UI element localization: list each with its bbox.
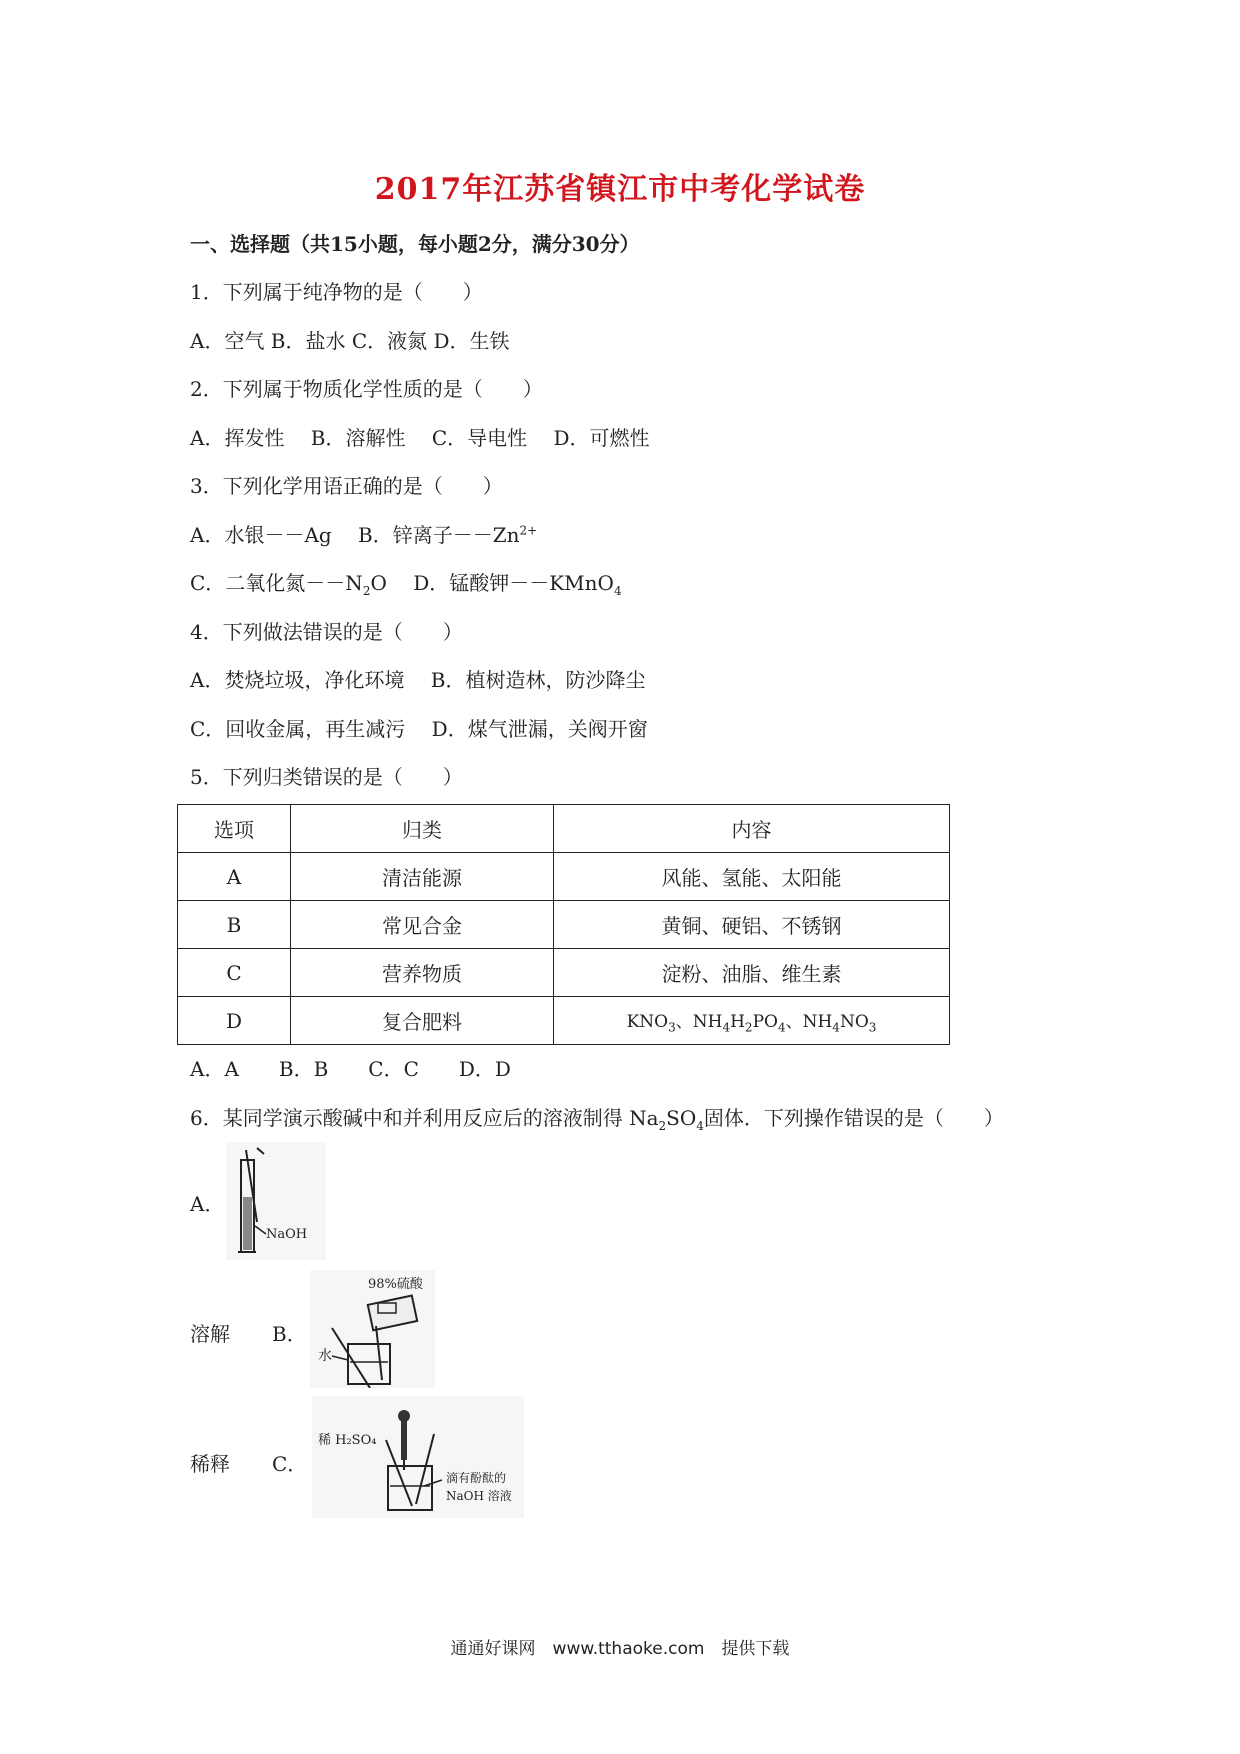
formula-sub: 3 bbox=[868, 1020, 877, 1035]
table-header-cell: 归类 bbox=[291, 805, 554, 853]
question-6-stem bbox=[190, 1102, 1004, 1133]
fig-b-acid-label: 98%硫酸 bbox=[368, 1277, 423, 1292]
table-row bbox=[178, 901, 950, 949]
fig-c-acid-label: 稀 H₂SO₄ bbox=[318, 1433, 377, 1448]
table-row bbox=[178, 949, 950, 997]
question-3-options-ab bbox=[190, 519, 537, 548]
formula-part: NO bbox=[839, 1011, 869, 1032]
table-cell: 风能、氢能、太阳能 bbox=[554, 853, 950, 901]
question-4-options-cd: C．回收金属，再生减污 D．煤气泄漏，关阀开窗 bbox=[190, 717, 648, 741]
formula-part: PO bbox=[752, 1011, 778, 1032]
formula-part: 、NH bbox=[785, 1011, 833, 1032]
q3-option-ab-text: A．水银－－Ag B．锌离子－－Zn bbox=[190, 523, 520, 547]
table-row bbox=[178, 853, 950, 901]
formula-sub: 4 bbox=[777, 1020, 786, 1035]
label-dilute: 稀释 bbox=[190, 1452, 230, 1476]
q6-option-c-label: C． bbox=[272, 1452, 308, 1476]
page-footer: 通通好课网 www.tthaoke.com 提供下载 bbox=[450, 1639, 790, 1659]
table-cell: 黄铜、硬铝、不锈钢 bbox=[554, 901, 950, 949]
table-cell: B bbox=[178, 901, 291, 949]
formula-part: KNO bbox=[626, 1011, 669, 1032]
q3-n2-sub: 2 bbox=[362, 584, 371, 598]
table-cell-formula bbox=[554, 997, 950, 1045]
figure-dilute-acid bbox=[310, 1270, 435, 1388]
table-cell: 淀粉、油脂、维生素 bbox=[554, 949, 950, 997]
q6-option-b-label: B． bbox=[272, 1322, 307, 1346]
table-cell: C bbox=[178, 949, 291, 997]
fig-c-note-line2: NaOH 溶液 bbox=[446, 1489, 512, 1503]
question-2-options: A．挥发性 B．溶解性 C．导电性 D．可燃性 bbox=[190, 426, 650, 450]
table-cell: A bbox=[178, 853, 291, 901]
table-header-row bbox=[178, 805, 950, 853]
question-3-options-cd bbox=[190, 567, 622, 598]
question-4-stem: 4．下列做法错误的是（ ） bbox=[190, 620, 463, 644]
label-dissolve: 溶解 bbox=[190, 1322, 230, 1346]
q6-sub: 4 bbox=[696, 1119, 704, 1133]
q6-sub: 2 bbox=[658, 1119, 667, 1133]
q6-stem-part: SO bbox=[666, 1106, 697, 1130]
question-3-stem: 3．下列化学用语正确的是（ ） bbox=[190, 474, 503, 498]
question-4-options-ab: A．焚烧垃圾，净化环境 B．植树造林，防沙降尘 bbox=[190, 668, 646, 692]
table-cell: 营养物质 bbox=[291, 949, 554, 997]
fig-c-note-line1: 滴有酚酞的 bbox=[446, 1471, 507, 1485]
table-cell: 清洁能源 bbox=[291, 853, 554, 901]
q3-option-d-text: O D．锰酸钾－－KMnO bbox=[370, 571, 614, 595]
q3-zn-charge: 2+ bbox=[519, 523, 538, 538]
q6-option-a-label: A． bbox=[190, 1192, 225, 1216]
formula-part: H bbox=[730, 1011, 745, 1032]
formula-sub: 4 bbox=[832, 1020, 840, 1035]
formula-sub: 2 bbox=[744, 1020, 753, 1035]
fig-a-naoh-label: NaOH bbox=[266, 1227, 308, 1242]
table-cell: D bbox=[178, 997, 291, 1045]
table-header-cell: 选项 bbox=[178, 805, 291, 853]
q3-option-c-text: C．二氧化氮－－N bbox=[190, 571, 363, 595]
q3-kmno4-sub: 4 bbox=[613, 584, 622, 598]
question-5-options: A．A B．B C．C D．D bbox=[190, 1057, 511, 1081]
q6-stem-part: 固体．下列操作错误的是（ ） bbox=[703, 1106, 1004, 1130]
table-row bbox=[178, 997, 950, 1045]
fig-b-water-label: 水 bbox=[318, 1348, 332, 1364]
figure-neutralization bbox=[312, 1396, 524, 1518]
table-header-cell: 内容 bbox=[554, 805, 950, 853]
formula-part: 、NH bbox=[675, 1011, 723, 1032]
question-1-options: A．空气 B．盐水 C．液氮 D．生铁 bbox=[190, 329, 510, 353]
question-2-stem: 2．下列属于物质化学性质的是（ ） bbox=[190, 377, 543, 401]
formula-sub: 3 bbox=[668, 1020, 676, 1035]
q6-stem-part: 6．某同学演示酸碱中和并利用反应后的溶液制得 Na bbox=[190, 1106, 659, 1130]
section-heading: 一、选择题（共15小题，每小题2分，满分30分） bbox=[190, 232, 640, 256]
formula-sub: 4 bbox=[722, 1020, 731, 1035]
table-cell: 复合肥料 bbox=[291, 997, 554, 1045]
page-title: 2017年江苏省镇江市中考化学试卷 bbox=[374, 172, 866, 207]
classification-table bbox=[177, 804, 950, 1045]
question-1-stem: 1．下列属于纯净物的是（ ） bbox=[190, 280, 483, 304]
question-5-stem: 5．下列归类错误的是（ ） bbox=[190, 765, 463, 789]
figure-measuring-naoh bbox=[226, 1142, 326, 1260]
table-cell: 常见合金 bbox=[291, 901, 554, 949]
